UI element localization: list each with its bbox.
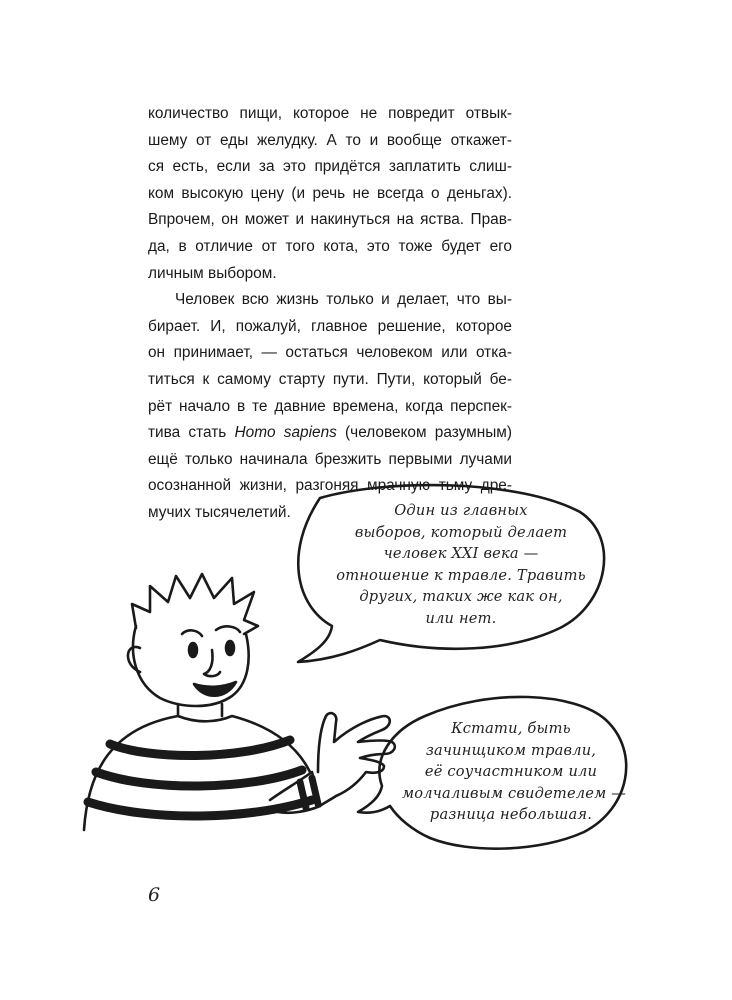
italic-term: Homo sapiens — [234, 424, 337, 442]
right-eyebrow — [216, 626, 240, 632]
bubble-line: Один из главных — [394, 502, 528, 519]
text-line: Впрочем, он может и накинуться на яства. Прав- — [148, 211, 512, 229]
text-line: он принимает, — остаться человеком или отка- — [148, 344, 512, 362]
nose — [204, 650, 220, 676]
mouth — [194, 682, 236, 696]
paragraph-1 — [148, 101, 512, 287]
bubble-line: других, таких же как он, — [359, 588, 563, 606]
left-eye — [189, 643, 197, 657]
speech-bubble-bottom-text — [402, 718, 627, 826]
text-line: количество пищи, которое не повредит отвык- — [148, 105, 512, 122]
speech-bubble-top-text — [330, 500, 592, 630]
bubble-line: выборов, который делает — [354, 523, 568, 541]
text-fragment: (человеком разумным) — [336, 424, 512, 442]
hand — [318, 713, 395, 806]
text-fragment: тива стать — [148, 424, 235, 442]
text-line: личным выбором. — [148, 264, 277, 282]
bubble-line: отношение к травле. Травить — [336, 566, 586, 584]
body-text — [148, 101, 512, 527]
bubble-line: молчаливым свидетелем — — [402, 784, 627, 802]
bubble-line: зачинщиком травли, — [425, 741, 597, 759]
bubble-line: человек XXI века — — [383, 545, 539, 563]
hair — [132, 574, 258, 634]
text-line: рёт начало в те давние времена, когда перспек- — [148, 397, 512, 415]
shirt-stripe — [110, 740, 290, 756]
bubble-line: её соучастником или — [424, 763, 598, 781]
text-line: мучих тысячелетий. — [148, 503, 291, 521]
text-line: бирает. И, пожалуй, главное решение, которое — [148, 317, 512, 335]
text-line: Человек всю жизнь только и делает, что вы- — [175, 291, 512, 309]
shirt-stripe — [96, 770, 302, 786]
text-line: титься к самому старту пути. Пути, который бе- — [148, 370, 512, 388]
text-line: ком высокую цену (и речь не всегда о деньгах). — [148, 184, 512, 202]
bubble-line: или нет. — [425, 609, 497, 627]
text-line: шему от еды желудку. А то и вообще откажет- — [148, 131, 512, 149]
head-outline — [133, 626, 249, 706]
text-line: да, в отличие от того кота, это тоже будет его — [148, 237, 512, 255]
text-line: осознанной жизни, разгоняя мрачную тьму дре- — [148, 477, 512, 495]
shirt-stripe — [88, 800, 312, 816]
page-number: 6 — [148, 884, 161, 906]
bubble-line: разница небольшая. — [429, 806, 593, 824]
right-eye — [226, 641, 234, 655]
text-line: ся есть, если за это придётся заплатить слиш- — [148, 158, 512, 176]
bubble-line: Кстати, быть — [451, 720, 571, 737]
text-line: ещё только начинала брезжить первыми лучами — [148, 450, 512, 468]
text-line-with-italic — [148, 420, 512, 447]
left-eyebrow — [182, 630, 202, 636]
